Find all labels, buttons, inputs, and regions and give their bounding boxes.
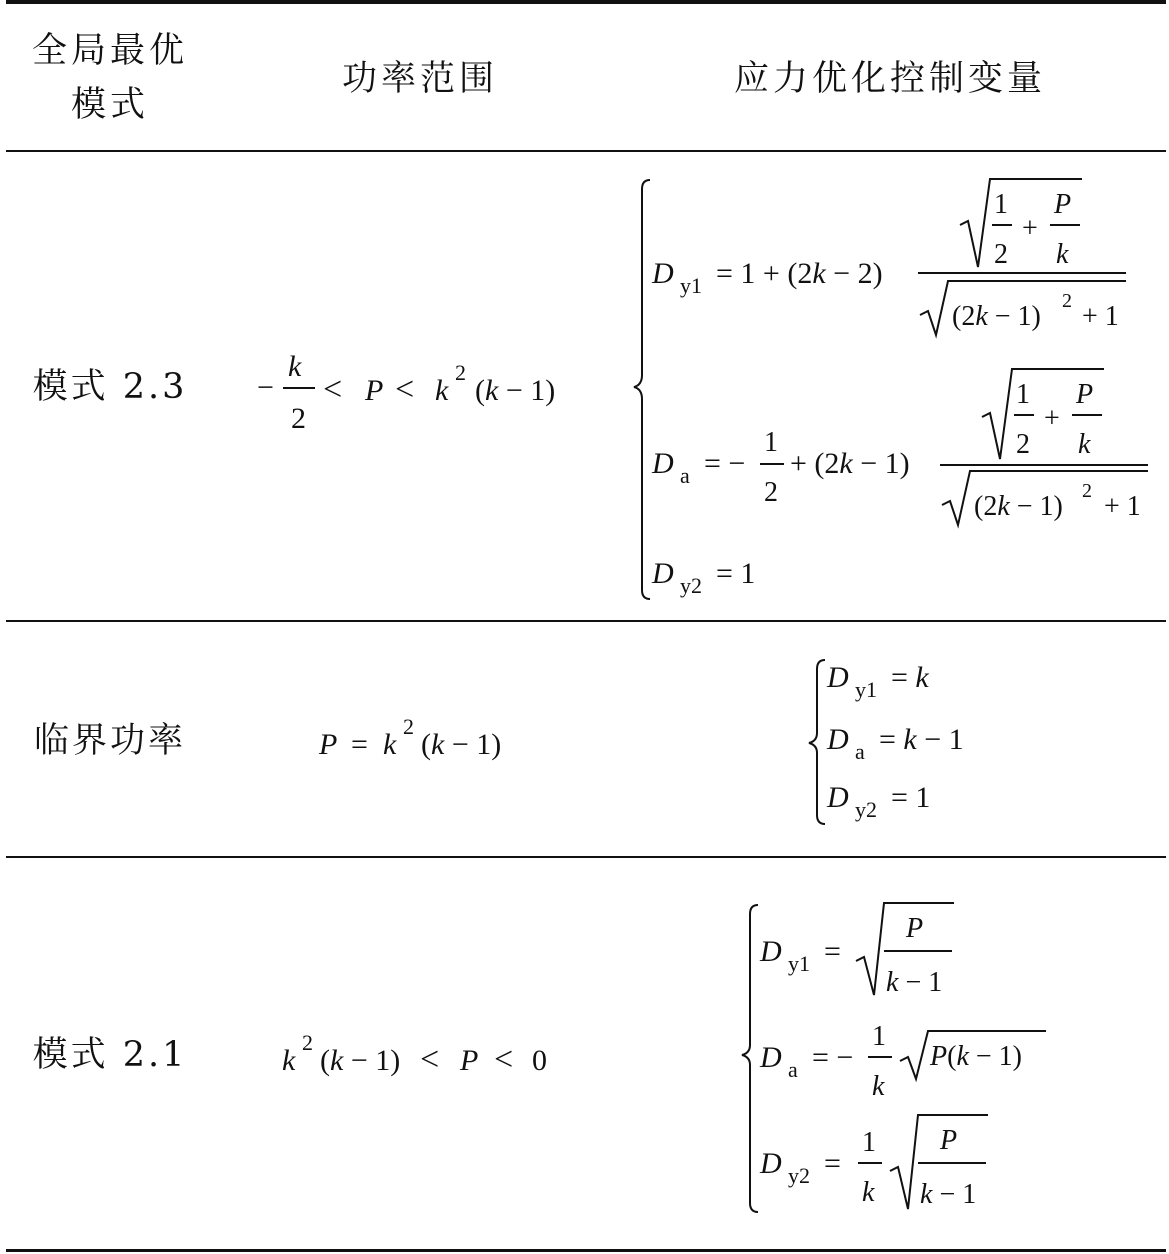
header-power-range: 功率范围 [341, 59, 498, 99]
svg-text:=: = [351, 728, 368, 761]
row-control-variables [738, 895, 1068, 1220]
svg-text:a: a [788, 1057, 798, 1082]
svg-text:= k: = k [891, 661, 929, 694]
svg-text:P: P [940, 1125, 958, 1156]
svg-text:2: 2 [764, 477, 778, 508]
svg-text:y1: y1 [855, 677, 877, 702]
row-mode: 模式 2.1 [32, 1035, 188, 1075]
svg-text:= −: = − [704, 447, 746, 480]
row-power-range [280, 1030, 570, 1080]
svg-text:k − 1: k − 1 [920, 1179, 977, 1210]
svg-text:2: 2 [1082, 480, 1092, 502]
svg-text:1: 1 [862, 1127, 876, 1158]
svg-text:D: D [652, 557, 674, 590]
svg-text:D: D [652, 257, 674, 290]
svg-text:= 1: = 1 [891, 781, 931, 814]
svg-text:D: D [652, 447, 674, 480]
svg-text:D: D [827, 723, 849, 756]
svg-text:P: P [460, 1044, 479, 1077]
svg-text:k: k [435, 374, 449, 407]
svg-text:= 1 + (2k − 2): = 1 + (2k − 2) [716, 257, 883, 290]
svg-text:y2: y2 [788, 1163, 810, 1188]
table-bottom-rule [6, 1249, 1166, 1252]
svg-text:D: D [760, 1147, 782, 1180]
svg-text:1: 1 [994, 189, 1008, 220]
svg-text:+ 1: + 1 [1104, 491, 1141, 522]
svg-text:2: 2 [403, 714, 414, 739]
svg-text:1: 1 [1016, 379, 1030, 410]
svg-text:P(k − 1): P(k − 1) [930, 1041, 1022, 1072]
row-separator [6, 856, 1166, 858]
row-power-range [255, 340, 585, 440]
svg-text:y1: y1 [680, 273, 702, 298]
header-control-variables: 应力优化控制变量 [733, 59, 1046, 99]
svg-text:y2: y2 [680, 573, 702, 598]
row-control-variables [805, 655, 1005, 835]
svg-text:2: 2 [291, 402, 306, 435]
svg-text:k: k [1078, 429, 1091, 460]
svg-text:a: a [855, 739, 865, 764]
svg-text:k: k [383, 728, 397, 761]
header-mode [10, 24, 210, 132]
row-mode: 临界功率 [33, 721, 186, 761]
svg-text:k: k [282, 1044, 296, 1077]
svg-text:k − 1: k − 1 [886, 967, 943, 998]
svg-text:D: D [760, 935, 782, 968]
row-power-range [315, 716, 545, 766]
svg-text:y1: y1 [788, 951, 810, 976]
svg-text:+: + [1022, 213, 1038, 244]
svg-text:+ 1: + 1 [1082, 301, 1119, 332]
svg-text:+ (2k − 1): + (2k − 1) [790, 447, 910, 480]
svg-text:=: = [824, 1147, 841, 1180]
svg-text:1: 1 [872, 1021, 886, 1052]
svg-text:D: D [827, 661, 849, 694]
svg-text:k: k [872, 1071, 885, 1102]
svg-text:<: < [323, 371, 343, 408]
svg-text:2: 2 [1062, 290, 1072, 312]
svg-text:(k − 1): (k − 1) [475, 374, 556, 407]
svg-text:k: k [1056, 239, 1069, 270]
svg-text:2: 2 [1016, 429, 1030, 460]
svg-text:P: P [319, 728, 338, 761]
svg-text:= 1: = 1 [716, 557, 756, 590]
svg-text:−: − [257, 371, 274, 404]
svg-text:(k − 1): (k − 1) [320, 1044, 401, 1077]
header-mode-line1: 全局最优 [31, 31, 188, 71]
svg-text:D: D [760, 1041, 782, 1074]
svg-text:y2: y2 [855, 797, 877, 822]
svg-text:0: 0 [532, 1044, 547, 1077]
svg-text:P: P [1054, 189, 1072, 220]
row-control-variables [630, 175, 1160, 605]
svg-text:2: 2 [455, 360, 466, 385]
header-mode-line2: 模式 [70, 85, 149, 125]
svg-text:(2k − 1): (2k − 1) [952, 301, 1041, 332]
svg-text:k: k [862, 1177, 875, 1208]
svg-text:= k − 1: = k − 1 [879, 723, 964, 756]
svg-text:k: k [288, 350, 302, 383]
svg-text:P: P [906, 913, 924, 944]
svg-text:P: P [365, 374, 384, 407]
svg-text:= −: = − [812, 1041, 854, 1074]
svg-text:<: < [420, 1041, 440, 1078]
svg-text:1: 1 [764, 427, 778, 458]
table-top-rule [6, 0, 1166, 4]
svg-text:2: 2 [302, 1030, 313, 1055]
header-bottom-rule [6, 150, 1166, 152]
svg-text:a: a [680, 463, 690, 488]
row-separator [6, 620, 1166, 622]
svg-text:(k − 1): (k − 1) [421, 728, 502, 761]
svg-text:+: + [1044, 403, 1060, 434]
svg-text:2: 2 [994, 239, 1008, 270]
svg-text:<: < [494, 1041, 514, 1078]
svg-text:P: P [1076, 379, 1094, 410]
svg-text:<: < [395, 371, 415, 408]
svg-text:=: = [824, 935, 841, 968]
svg-text:D: D [827, 781, 849, 814]
row-mode: 模式 2.3 [32, 367, 188, 407]
svg-text:(2k − 1): (2k − 1) [974, 491, 1063, 522]
